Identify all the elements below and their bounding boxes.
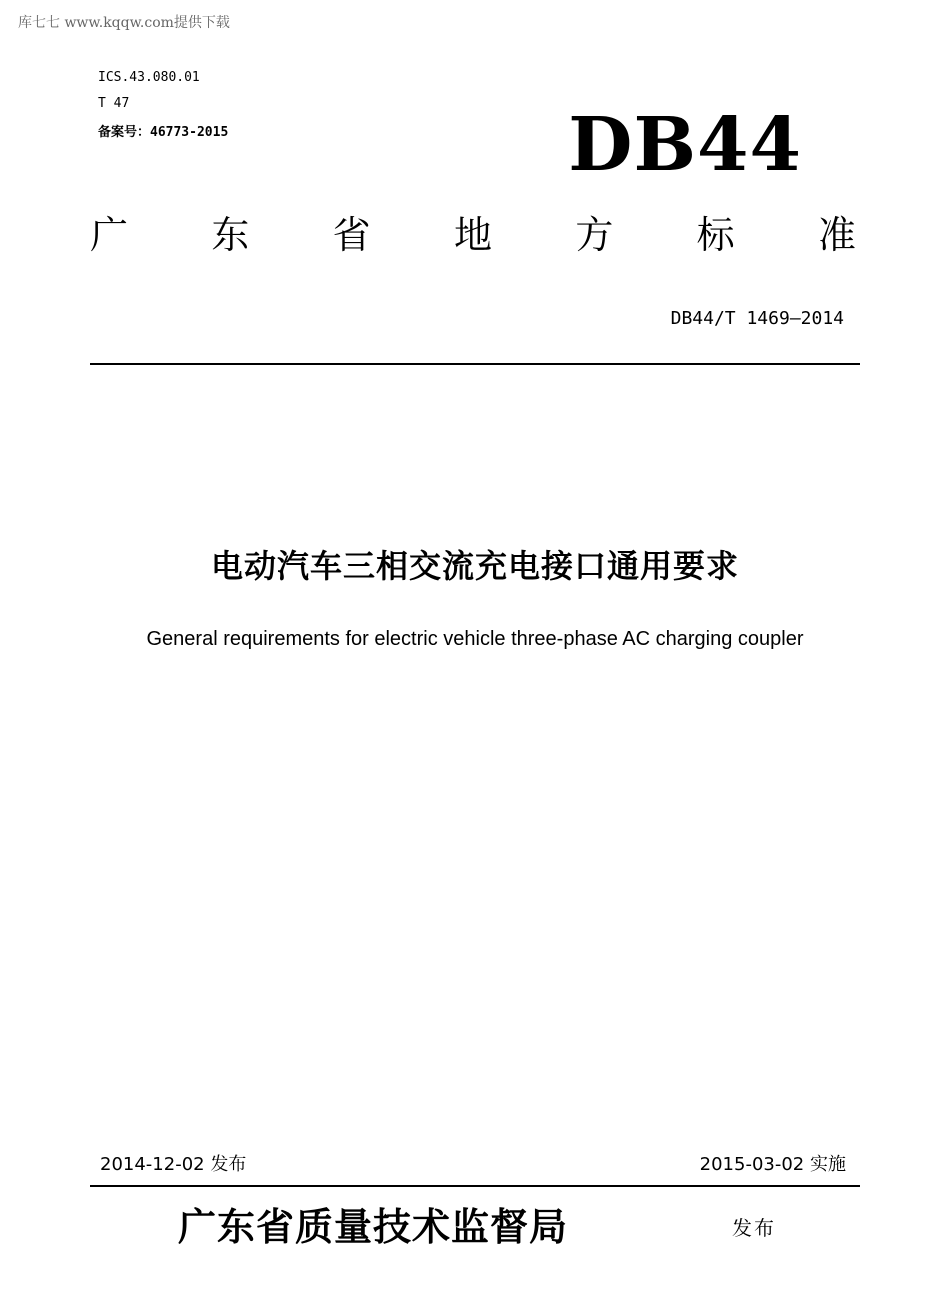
standard-number: DB44/T 1469—2014 bbox=[670, 308, 844, 329]
standard-type-char: 地 bbox=[453, 213, 492, 257]
issue-date: 2014-12-02 发布 bbox=[100, 1154, 247, 1175]
standard-type-char: 省 bbox=[332, 213, 371, 257]
standard-type-char: 准 bbox=[817, 213, 856, 257]
classification-code: T 47 bbox=[98, 96, 130, 111]
ics-code: ICS.43.080.01 bbox=[98, 70, 200, 85]
top-divider bbox=[90, 363, 860, 365]
standard-type-char: 方 bbox=[575, 213, 614, 257]
bottom-divider bbox=[90, 1185, 860, 1187]
standard-type-char: 广 bbox=[90, 213, 129, 257]
document-title-zh: 电动汽车三相交流充电接口通用要求 bbox=[210, 547, 739, 585]
issuer-name: 广东省质量技术监督局 bbox=[178, 1204, 569, 1249]
standard-type-char: 东 bbox=[211, 213, 250, 257]
issuer-suffix: 发布 bbox=[732, 1216, 776, 1240]
standard-type-char: 标 bbox=[696, 213, 735, 257]
filing-number: 备案号：46773-2015 bbox=[98, 125, 229, 140]
implementation-date: 2015-03-02 实施 bbox=[699, 1154, 846, 1175]
db-code: DB44 bbox=[568, 102, 802, 188]
standard-type bbox=[90, 213, 856, 257]
watermark-text: 库七七 www.kqqw.com提供下载 bbox=[18, 15, 230, 31]
document-title-en: General requirements for electric vehicle three-phase AC charging coupler bbox=[146, 628, 804, 650]
